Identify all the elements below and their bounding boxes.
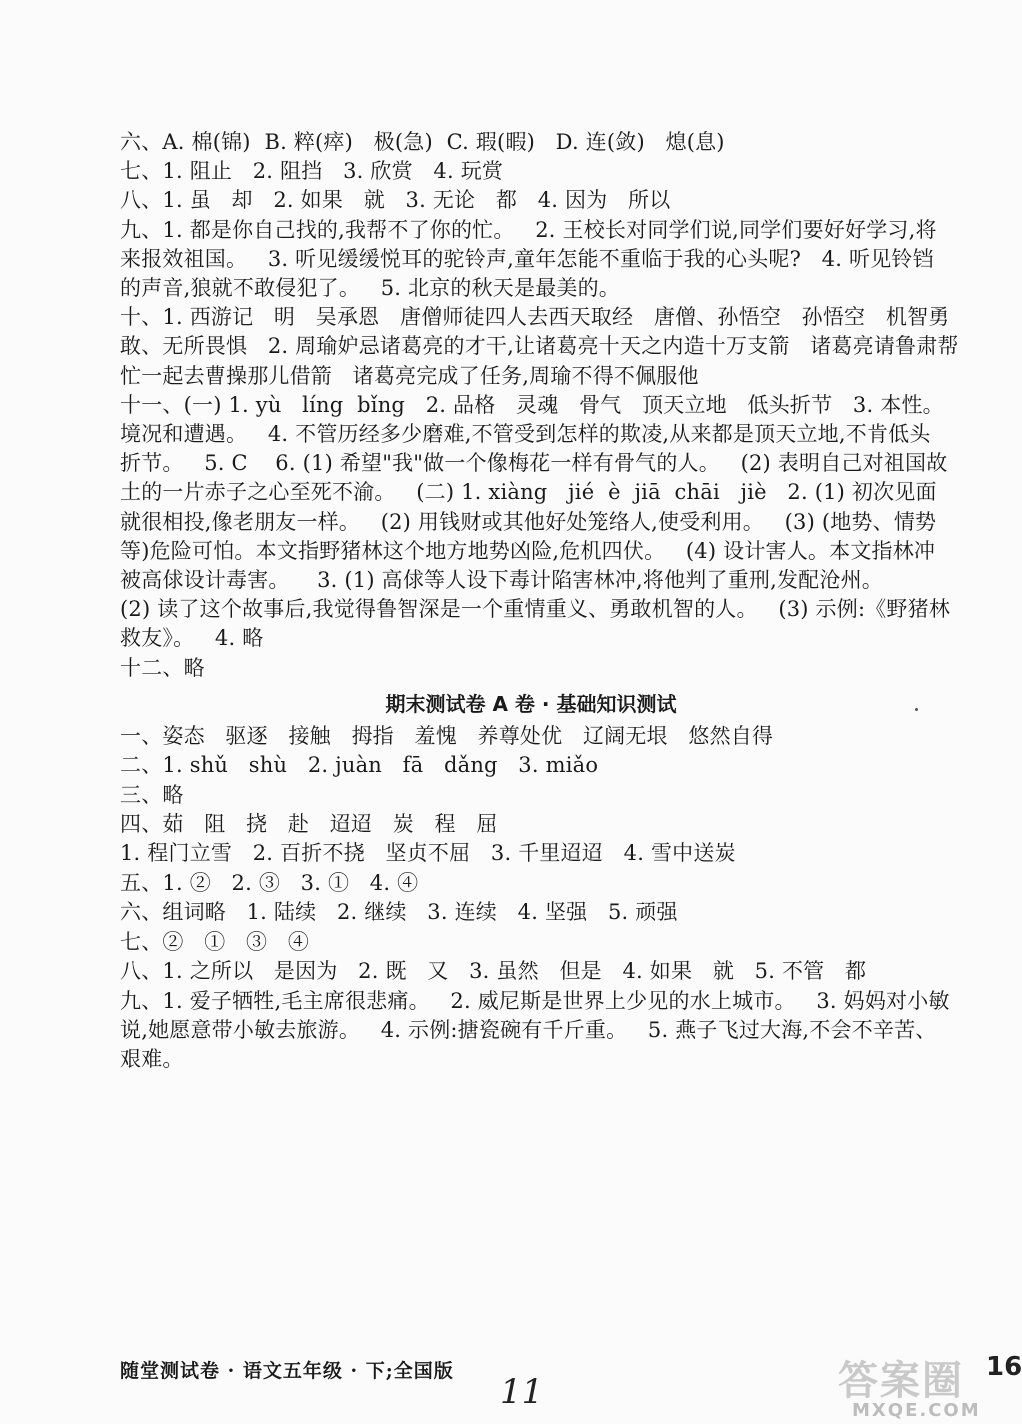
answers-part-2 xyxy=(120,722,950,1075)
answer-line: 十、1. 西游记 明 吴承恩 唐僧师徒四人去西天取经 唐僧、孙悟空 孙悟空 机智勇 xyxy=(120,305,950,330)
answer-line: 敢、无所畏惧 2. 周瑜妒忌诸葛亮的才干,让诸葛亮十天之内造十万支箭 诸葛亮请鲁肃帮 xyxy=(120,334,959,359)
answer-line: 境况和遭遇。 4. 不管历经多少磨难,不管受到怎样的欺凌,从来都是顶天立地,不肯低头 xyxy=(120,422,931,447)
answer-line: 来报效祖国。 3. 听见缓缓悦耳的驼铃声,童年怎能不重临于我的心头呢? 4. 听见铃铛 xyxy=(120,246,934,271)
watermark-url: MXQE.COM xyxy=(852,1400,981,1421)
answer-line: 等)危险可怕。本文指野猪林这个地方地势凶险,危机四伏。 (4) 设计害人。本文指林冲 xyxy=(120,538,936,563)
answer-line: 二、1. shǔ shù 2. juàn fā dǎng 3. miǎo xyxy=(120,753,599,778)
answer-line: 四、茹 阻 挠 赴 迢迢 炭 程 屈 xyxy=(120,812,498,837)
watermark-logo-text: 答案圈 xyxy=(838,1358,964,1404)
site-watermark xyxy=(838,1360,988,1420)
answer-line: 一、姿态 驱逐 接触 拇指 羞愧 养尊处优 辽阔无垠 悠然自得 xyxy=(120,723,774,748)
answer-line: (2) 读了这个故事后,我觉得鲁智深是一个重情重义、勇敢机智的人。 (3) 示例:《野猪林 xyxy=(120,597,951,622)
answer-content xyxy=(120,128,959,1075)
answer-line: 十一、(一) 1. yù líng bǐng 2. 品格 灵魂 骨气 顶天立地 低头折节 3. 本性。 xyxy=(120,392,944,417)
corner-page-number: 16 xyxy=(986,1352,1022,1382)
answer-line: 说,她愿意带小敏去旅游。 4. 示例:搪瓷碗有千斤重。 5. 燕子飞过大海,不会不辛苦、 xyxy=(120,1017,937,1042)
handwritten-page-number: 11 xyxy=(500,1372,544,1412)
answer-line: 的声音,狼就不敢侵犯了。 5. 北京的秋天是最美的。 xyxy=(120,276,621,301)
stray-mark xyxy=(915,708,918,711)
answer-line: 被高俅设计毒害。 3. (1) 高俅等人设下毒计陷害林冲,将他判了重刑,发配沧州。 xyxy=(120,568,883,593)
answer-line: 九、1. 都是你自己找的,我帮不了你的忙。 2. 王校长对同学们说,同学们要好好学习,将 xyxy=(120,217,937,242)
answer-line: 七、② ① ③ ④ xyxy=(120,929,310,954)
answer-line: 八、1. 之所以 是因为 2. 既 又 3. 虽然 但是 4. 如果 就 5. 不管 都 xyxy=(120,959,867,984)
answer-line: 就很相投,像老朋友一样。 (2) 用钱财或其他好处笼络人,使受利用。 (3) (地势、情势 xyxy=(120,509,937,534)
answer-line: 八、1. 虽 却 2. 如果 就 3. 无论 都 4. 因为 所以 xyxy=(120,188,671,213)
answer-line: 忙一起去曹操那儿借箭 诸葛亮完成了任务,周瑜不得不佩服他 xyxy=(120,363,699,388)
answer-line: 十二、略 xyxy=(120,655,205,680)
answers-part-1 xyxy=(120,128,959,683)
answer-line: 土的一片赤子之心至死不渝。 (二) 1. xiàng jié è jiā chāi jiè 2. (1) 初次见面 xyxy=(120,480,937,505)
answer-line: 艰难。 xyxy=(120,1047,184,1072)
answer-line: 三、略 xyxy=(120,782,184,807)
answer-line: 七、1. 阻止 2. 阻挡 3. 欣赏 4. 玩赏 xyxy=(120,159,504,184)
answer-line: 五、1. ② 2. ③ 3. ① 4. ④ xyxy=(120,870,419,895)
answer-line: 救友》。 4. 略 xyxy=(120,626,264,651)
answer-line: 1. 程门立雪 2. 百折不挠 坚贞不屈 3. 千里迢迢 4. 雪中送炭 xyxy=(120,841,736,866)
answer-line: 六、组词略 1. 陆续 2. 继续 3. 连续 4. 坚强 5. 顽强 xyxy=(120,900,678,925)
answer-line: 六、A. 棉(锦) B. 粹(瘁) 极(急) C. 瑕(暇) D. 连(敛) 熄(息) xyxy=(120,130,725,154)
answer-line: 折节。 5. C 6. (1) 希望"我"做一个像梅花一样有骨气的人。 (2) 表明自己对祖国故 xyxy=(120,451,948,476)
book-footer: 随堂测试卷 · 语文五年级 · 下;全国版 xyxy=(120,1360,454,1382)
section-title: 期末测试卷 A 卷 · 基础知识测试 xyxy=(385,691,677,716)
answer-line: 九、1. 爱子牺牲,毛主席很悲痛。 2. 威尼斯是世界上少见的水上城市。 3. 妈妈对小敏 xyxy=(120,988,950,1013)
